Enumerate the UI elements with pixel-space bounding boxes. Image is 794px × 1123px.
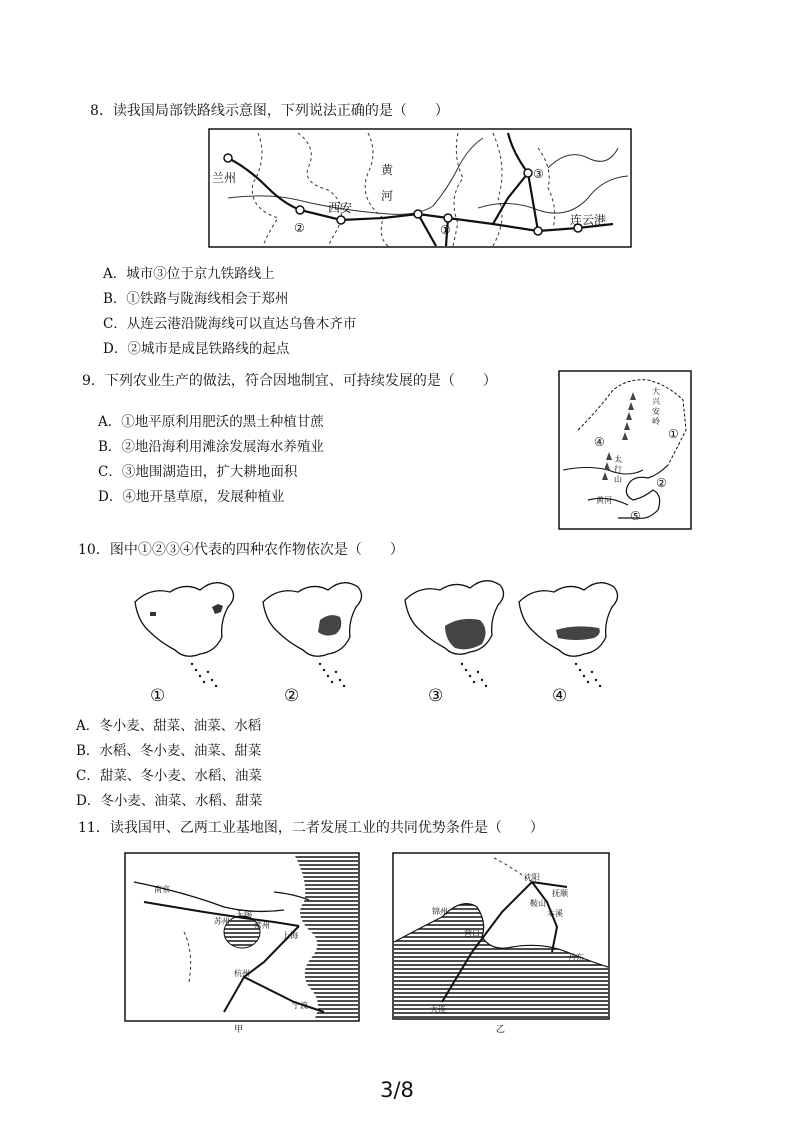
label-he: 河: [381, 189, 394, 203]
caption-yi: 乙: [496, 1025, 506, 1035]
crop-label-2: ②: [284, 686, 300, 706]
label-lianyungang: 连云港: [570, 213, 607, 227]
label-dandong: 丹东: [568, 953, 584, 962]
label-huanghe: 黄河: [596, 496, 612, 505]
label-jinzhou: 锦州: [432, 907, 448, 916]
q10-option-c: C．甜菜、冬小麦、水稻、油菜: [76, 768, 262, 784]
marker-2: ②: [294, 221, 305, 235]
question-9-stem: 9．下列农业生产的做法，符合因地制宜、可持续发展的是（ ）: [82, 373, 497, 389]
crop-map-1: [130, 572, 242, 692]
marker-4: ④: [594, 435, 605, 449]
label-lanzhou: 兰州: [212, 171, 237, 185]
crop-map-4: [514, 572, 626, 692]
crop-map-2: [258, 572, 370, 692]
label-daxing-3: 安: [652, 407, 660, 416]
question-11-stem: 11．读我国甲、乙两工业基地图，二者发展工业的共同优势条件是（ ）: [78, 820, 544, 836]
label-ningbo: 宁波: [292, 1001, 308, 1010]
label-changzhou: 常州: [254, 921, 270, 930]
marker-1: ①: [668, 427, 679, 441]
marker-1: ①: [440, 223, 451, 237]
label-hangzhou: 杭州: [234, 969, 250, 978]
marker-3: ③: [533, 167, 544, 181]
q8-option-a: A．城市③位于京九铁路线上: [103, 266, 275, 282]
question-8-stem: 8．读我国局部铁路线示意图，下列说法正确的是（ ）: [90, 103, 449, 119]
q8-option-d: D．②城市是成昆铁路线的起点: [103, 341, 290, 357]
q9-option-c: C．③地围湖造田，扩大耕地面积: [98, 464, 298, 480]
industrial-base-map-yi: [392, 852, 610, 1020]
q9-option-b: B．②地沿海利用滩涂发展海水养殖业: [98, 439, 324, 455]
label-taihang-1: 太: [614, 455, 622, 464]
page-number: 3/8: [380, 1078, 414, 1102]
label-xian: 西安: [328, 201, 353, 215]
label-shenyang: 沈阳: [524, 873, 540, 882]
q8-option-b: B．①铁路与陇海线相会于郑州: [103, 291, 289, 307]
q8-option-c: C．从连云港沿陇海线可以直达乌鲁木齐市: [103, 316, 357, 332]
industrial-base-map-jia: [124, 852, 360, 1022]
label-wuxi: 无锡: [236, 910, 252, 919]
label-shanghai: 上海: [282, 931, 298, 940]
q10-option-a: A．冬小麦、甜菜、油菜、水稻: [76, 718, 262, 734]
label-dalian: 大连: [430, 1005, 446, 1014]
marker-2: ②: [656, 476, 667, 490]
q9-option-d: D．④地开垦草原，发展种植业: [98, 489, 285, 505]
question-10-stem: 10．图中①②③④代表的四种农作物依次是（ ）: [78, 542, 404, 558]
q10-option-b: B．水稻、冬小麦、油菜、甜菜: [76, 743, 262, 759]
label-suzhou: 苏州: [214, 917, 230, 926]
label-taihang-2: 行: [614, 465, 622, 474]
q10-option-d: D．冬小麦、油菜、水稻、甜菜: [76, 793, 263, 809]
label-daxing-1: 大: [652, 387, 660, 396]
label-taihang-3: 山: [614, 475, 622, 484]
q9-option-a: A．①地平原利用肥沃的黑土种植甘蔗: [98, 414, 324, 430]
crop-label-4: ④: [552, 686, 568, 706]
railway-map: [208, 128, 632, 248]
label-anshan: 鞍山: [530, 899, 546, 908]
crop-map-3: [400, 568, 512, 692]
marker-5: ⑤: [630, 509, 641, 523]
label-huang: 黄: [381, 163, 394, 177]
caption-jia: 甲: [234, 1025, 244, 1035]
label-daxing-2: 兴: [652, 397, 660, 406]
label-yingkou: 营口: [464, 929, 480, 938]
label-fushun: 抚顺: [552, 889, 568, 898]
label-daxing-4: 岭: [652, 417, 660, 426]
northeast-map: [558, 370, 692, 530]
label-benxi: 本溪: [547, 909, 563, 918]
crop-label-3: ③: [428, 686, 444, 706]
label-nanjing: 南京: [154, 885, 170, 894]
crop-label-1: ①: [150, 686, 166, 706]
